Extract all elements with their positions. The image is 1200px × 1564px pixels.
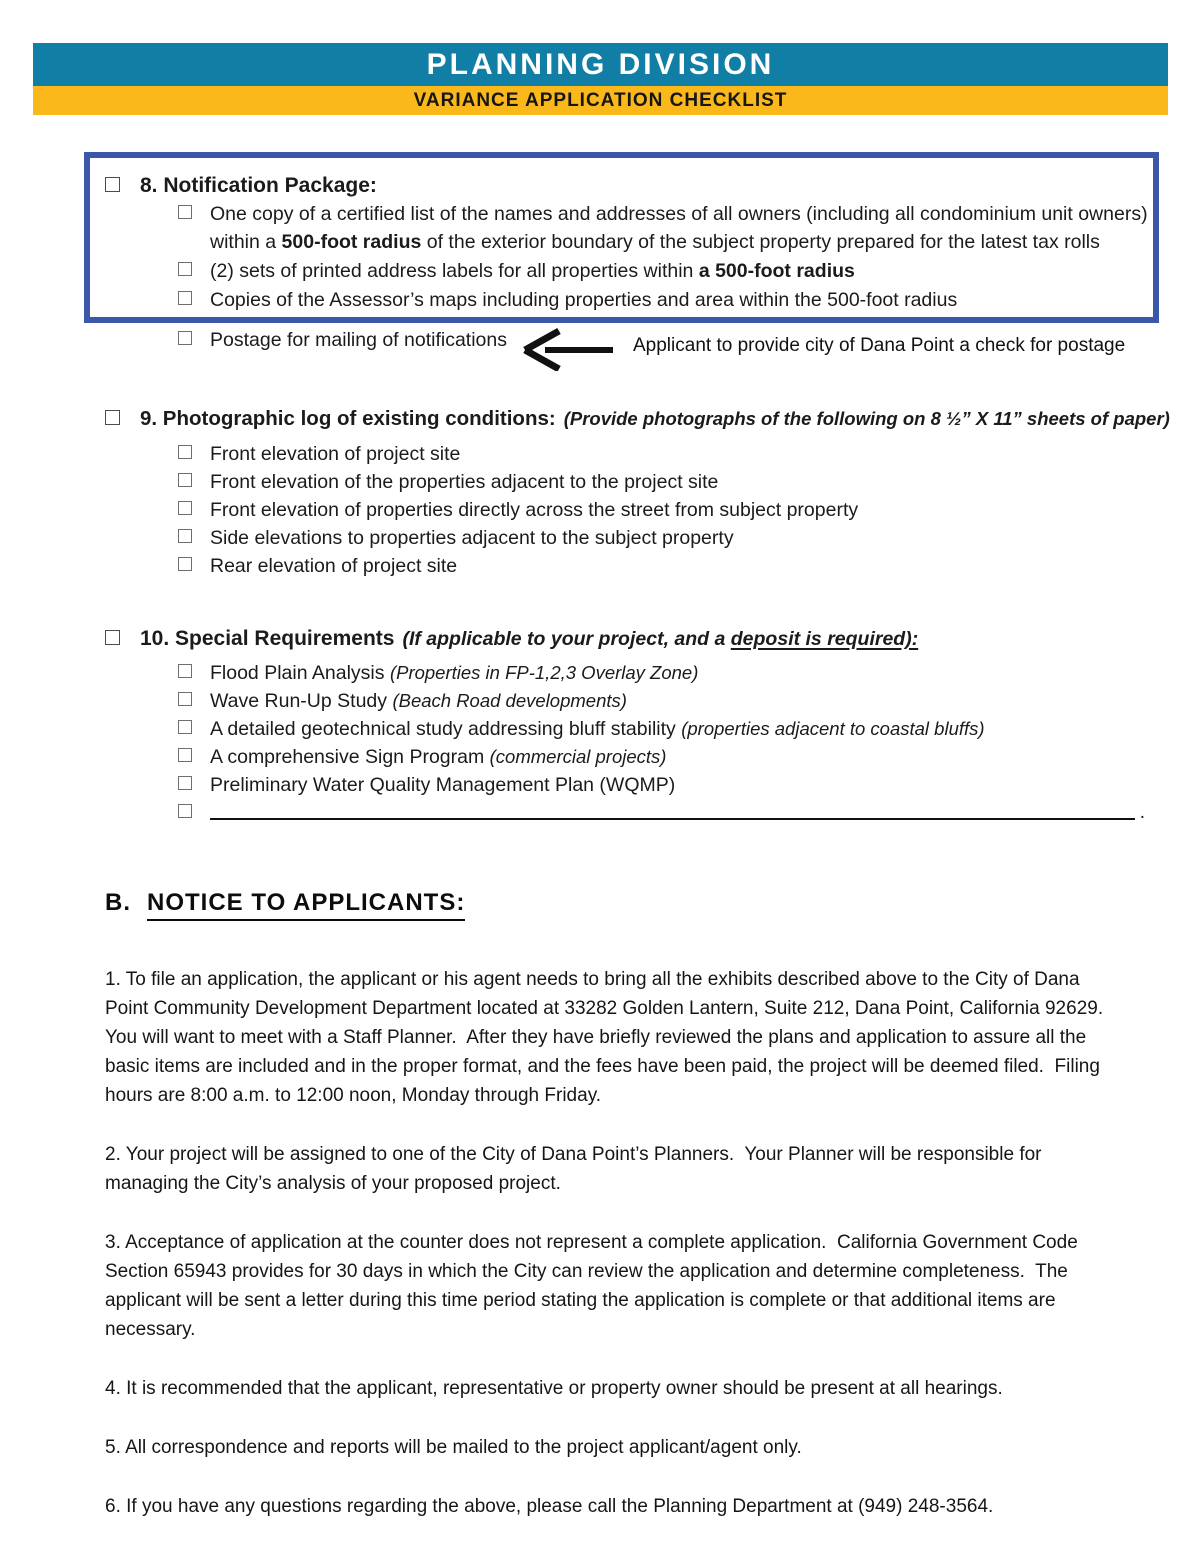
certified-list-text-bold: 500-foot radius (281, 231, 422, 253)
checkbox-rear-elevation[interactable] (178, 557, 192, 571)
page-title: PLANNING DIVISION (426, 47, 775, 81)
section8-label: 8. Notification Package: (140, 174, 377, 197)
checklist-item-wqmp (0, 771, 1200, 799)
section10-note-underlined: deposit is required): (730, 628, 919, 650)
document-header (33, 43, 1168, 115)
checklist-item-front-elevation-across (0, 496, 1200, 524)
flood-plain-text (210, 659, 698, 687)
notice-paragraph-5: 5. All correspondence and reports will be mailed to the project applicant/agent only. (105, 1437, 802, 1458)
checkbox-geotechnical-study[interactable] (178, 720, 192, 734)
section9-label-text: 9. Photographic log of existing conditions: (140, 407, 556, 430)
checkbox-section8[interactable] (105, 177, 120, 192)
front-elevation-across-text: Front elevation of properties directly across the street from subject property (210, 499, 859, 521)
side-elevations-text: Side elevations to properties adjacent to the subject property (210, 527, 734, 549)
checklist-item-assessor-maps (90, 286, 1153, 314)
geotechnical-study-text-main: A detailed geotechnical study addressing bluff stability (210, 718, 676, 740)
blank-fill-in-line[interactable] (210, 799, 1135, 820)
notification-package-box (84, 152, 1159, 323)
checkbox-flood-plain[interactable] (178, 664, 192, 678)
page-subtitle: VARIANCE APPLICATION CHECKLIST (413, 89, 788, 111)
left-arrow-icon (517, 327, 617, 371)
checkbox-assessor-maps[interactable] (178, 291, 192, 305)
postage-annotation: Applicant to provide city of Dana Point a check for postage (633, 335, 1126, 356)
flood-plain-note: (Properties in FP-1,2,3 Overlay Zone) (389, 662, 699, 683)
checkbox-section10[interactable] (105, 630, 120, 645)
front-elevation-adjacent-text: Front elevation of the properties adjacent to the project site (210, 471, 719, 493)
checklist-item-rear-elevation (0, 552, 1200, 580)
checklist-item-address-labels (90, 257, 1153, 285)
certified-list-text-pre: One copy of a certified list of the names and addresses of all owners (including all condominium unit owners) within a (210, 203, 1148, 253)
checklist-item-sign-program (0, 743, 1200, 771)
wqmp-text: Preliminary Water Quality Management Plan (WQMP) (210, 774, 676, 796)
wave-runup-text (210, 687, 627, 715)
checkbox-sign-program[interactable] (178, 748, 192, 762)
checkbox-postage[interactable] (178, 331, 192, 345)
checklist-item-geotechnical-study (0, 715, 1200, 743)
notice-paragraph-1: 1. To file an application, the applicant or his agent needs to bring all the exhibits described above to the City of Dana Point Community Development Department located at 33282 Golden Lantern, Suite 212, Dana Point, California 92629. You will want to meet with a Staff Planner. After they have briefly reviewed the plans and application to assure all the basic items are included and in the proper format, and the fees have been paid, the project will be deemed filed. Filing hours are 8:00 a.m. to 12:00 noon, Monday through Friday. (105, 969, 1114, 1106)
sign-program-text (210, 743, 666, 771)
section9-label (140, 405, 1170, 432)
notice-paragraph-2: 2. Your project will be assigned to one of the City of Dana Point’s Planners. Your Planner will be responsible for managing the City’s analysis of your proposed project. (105, 1144, 1047, 1194)
checkbox-blank[interactable] (178, 804, 192, 818)
sign-program-note: (commercial projects) (489, 746, 667, 767)
checklist-item-postage (0, 326, 1200, 371)
notice-paragraph-6: 6. If you have any questions regarding the above, please call the Planning Department at (949) 248-3564. (105, 1496, 994, 1517)
checkbox-front-elevation-adjacent[interactable] (178, 473, 192, 487)
notice-paragraph-4: 4. It is recommended that the applicant, representative or property owner should be present at all hearings. (105, 1378, 1003, 1399)
wave-runup-note: (Beach Road developments) (392, 690, 627, 711)
checklist-item-certified-list (90, 200, 1153, 256)
address-labels-text-pre: (2) sets of printed address labels for all properties within (210, 260, 699, 282)
checklist-item-front-elevation-site (0, 440, 1200, 468)
checklist-item-10 (0, 625, 1200, 653)
checkbox-wqmp[interactable] (178, 776, 192, 790)
section10-label-text: 10. Special Requirements (140, 627, 395, 650)
checklist-item-blank (0, 799, 1200, 827)
notice-heading-title: NOTICE TO APPLICANTS: (147, 889, 465, 921)
notice-heading-letter: B. (105, 889, 131, 916)
checkbox-section9[interactable] (105, 410, 120, 425)
checkbox-side-elevations[interactable] (178, 529, 192, 543)
notice-heading (105, 889, 1200, 921)
rear-elevation-text: Rear elevation of project site (210, 555, 458, 577)
geotechnical-study-note: (properties adjacent to coastal bluffs) (681, 718, 985, 739)
address-labels-text (210, 257, 855, 285)
sign-program-text-main: A comprehensive Sign Program (210, 746, 485, 768)
checkbox-certified-list[interactable] (178, 205, 192, 219)
notice-paragraph-3: 3. Acceptance of application at the counter does not represent a complete application. California Government Code Section 65943 provides for 30 days in which the City can review the application and determine completeness. The applicant will be sent a letter during this time period stating the application is complete or that additional items are necessary. (105, 1232, 1084, 1340)
checkbox-front-elevation-site[interactable] (178, 445, 192, 459)
header-subtitle-band (33, 86, 1168, 115)
section10-items (0, 659, 1200, 827)
wave-runup-text-main: Wave Run-Up Study (210, 690, 388, 712)
checklist-item-flood-plain (0, 659, 1200, 687)
checkbox-front-elevation-across[interactable] (178, 501, 192, 515)
checkbox-address-labels[interactable] (178, 262, 192, 276)
certified-list-text (210, 200, 1150, 256)
section10-note (402, 628, 918, 650)
front-elevation-site-text: Front elevation of project site (210, 443, 461, 465)
section9-items (0, 440, 1200, 580)
address-labels-text-bold: a 500-foot radius (698, 260, 855, 282)
blank-line-period: . (1139, 802, 1145, 823)
section10-label (140, 625, 918, 653)
postage-text: Postage for mailing of notifications (210, 329, 507, 351)
notice-paragraphs (0, 965, 1200, 1521)
checkbox-wave-runup[interactable] (178, 692, 192, 706)
certified-list-text-post: of the exterior boundary of the subject property prepared for the latest tax rolls (421, 231, 1100, 253)
checklist-item-side-elevations (0, 524, 1200, 552)
header-title-band (33, 43, 1168, 86)
checklist-item-9 (0, 405, 1200, 432)
section10-note-pre: (If applicable to your project, and a (402, 628, 731, 650)
section9-note: (Provide photographs of the following on 8 ½” X 11” sheets of paper) (563, 408, 1170, 429)
assessor-maps-text: Copies of the Assessor’s maps including properties and area within the 500-foot radius (210, 289, 958, 311)
checklist-item-wave-runup (0, 687, 1200, 715)
flood-plain-text-main: Flood Plain Analysis (210, 662, 385, 684)
geotechnical-study-text (210, 715, 985, 743)
checklist-item-8 (90, 172, 1153, 199)
checklist-item-front-elevation-adjacent (0, 468, 1200, 496)
